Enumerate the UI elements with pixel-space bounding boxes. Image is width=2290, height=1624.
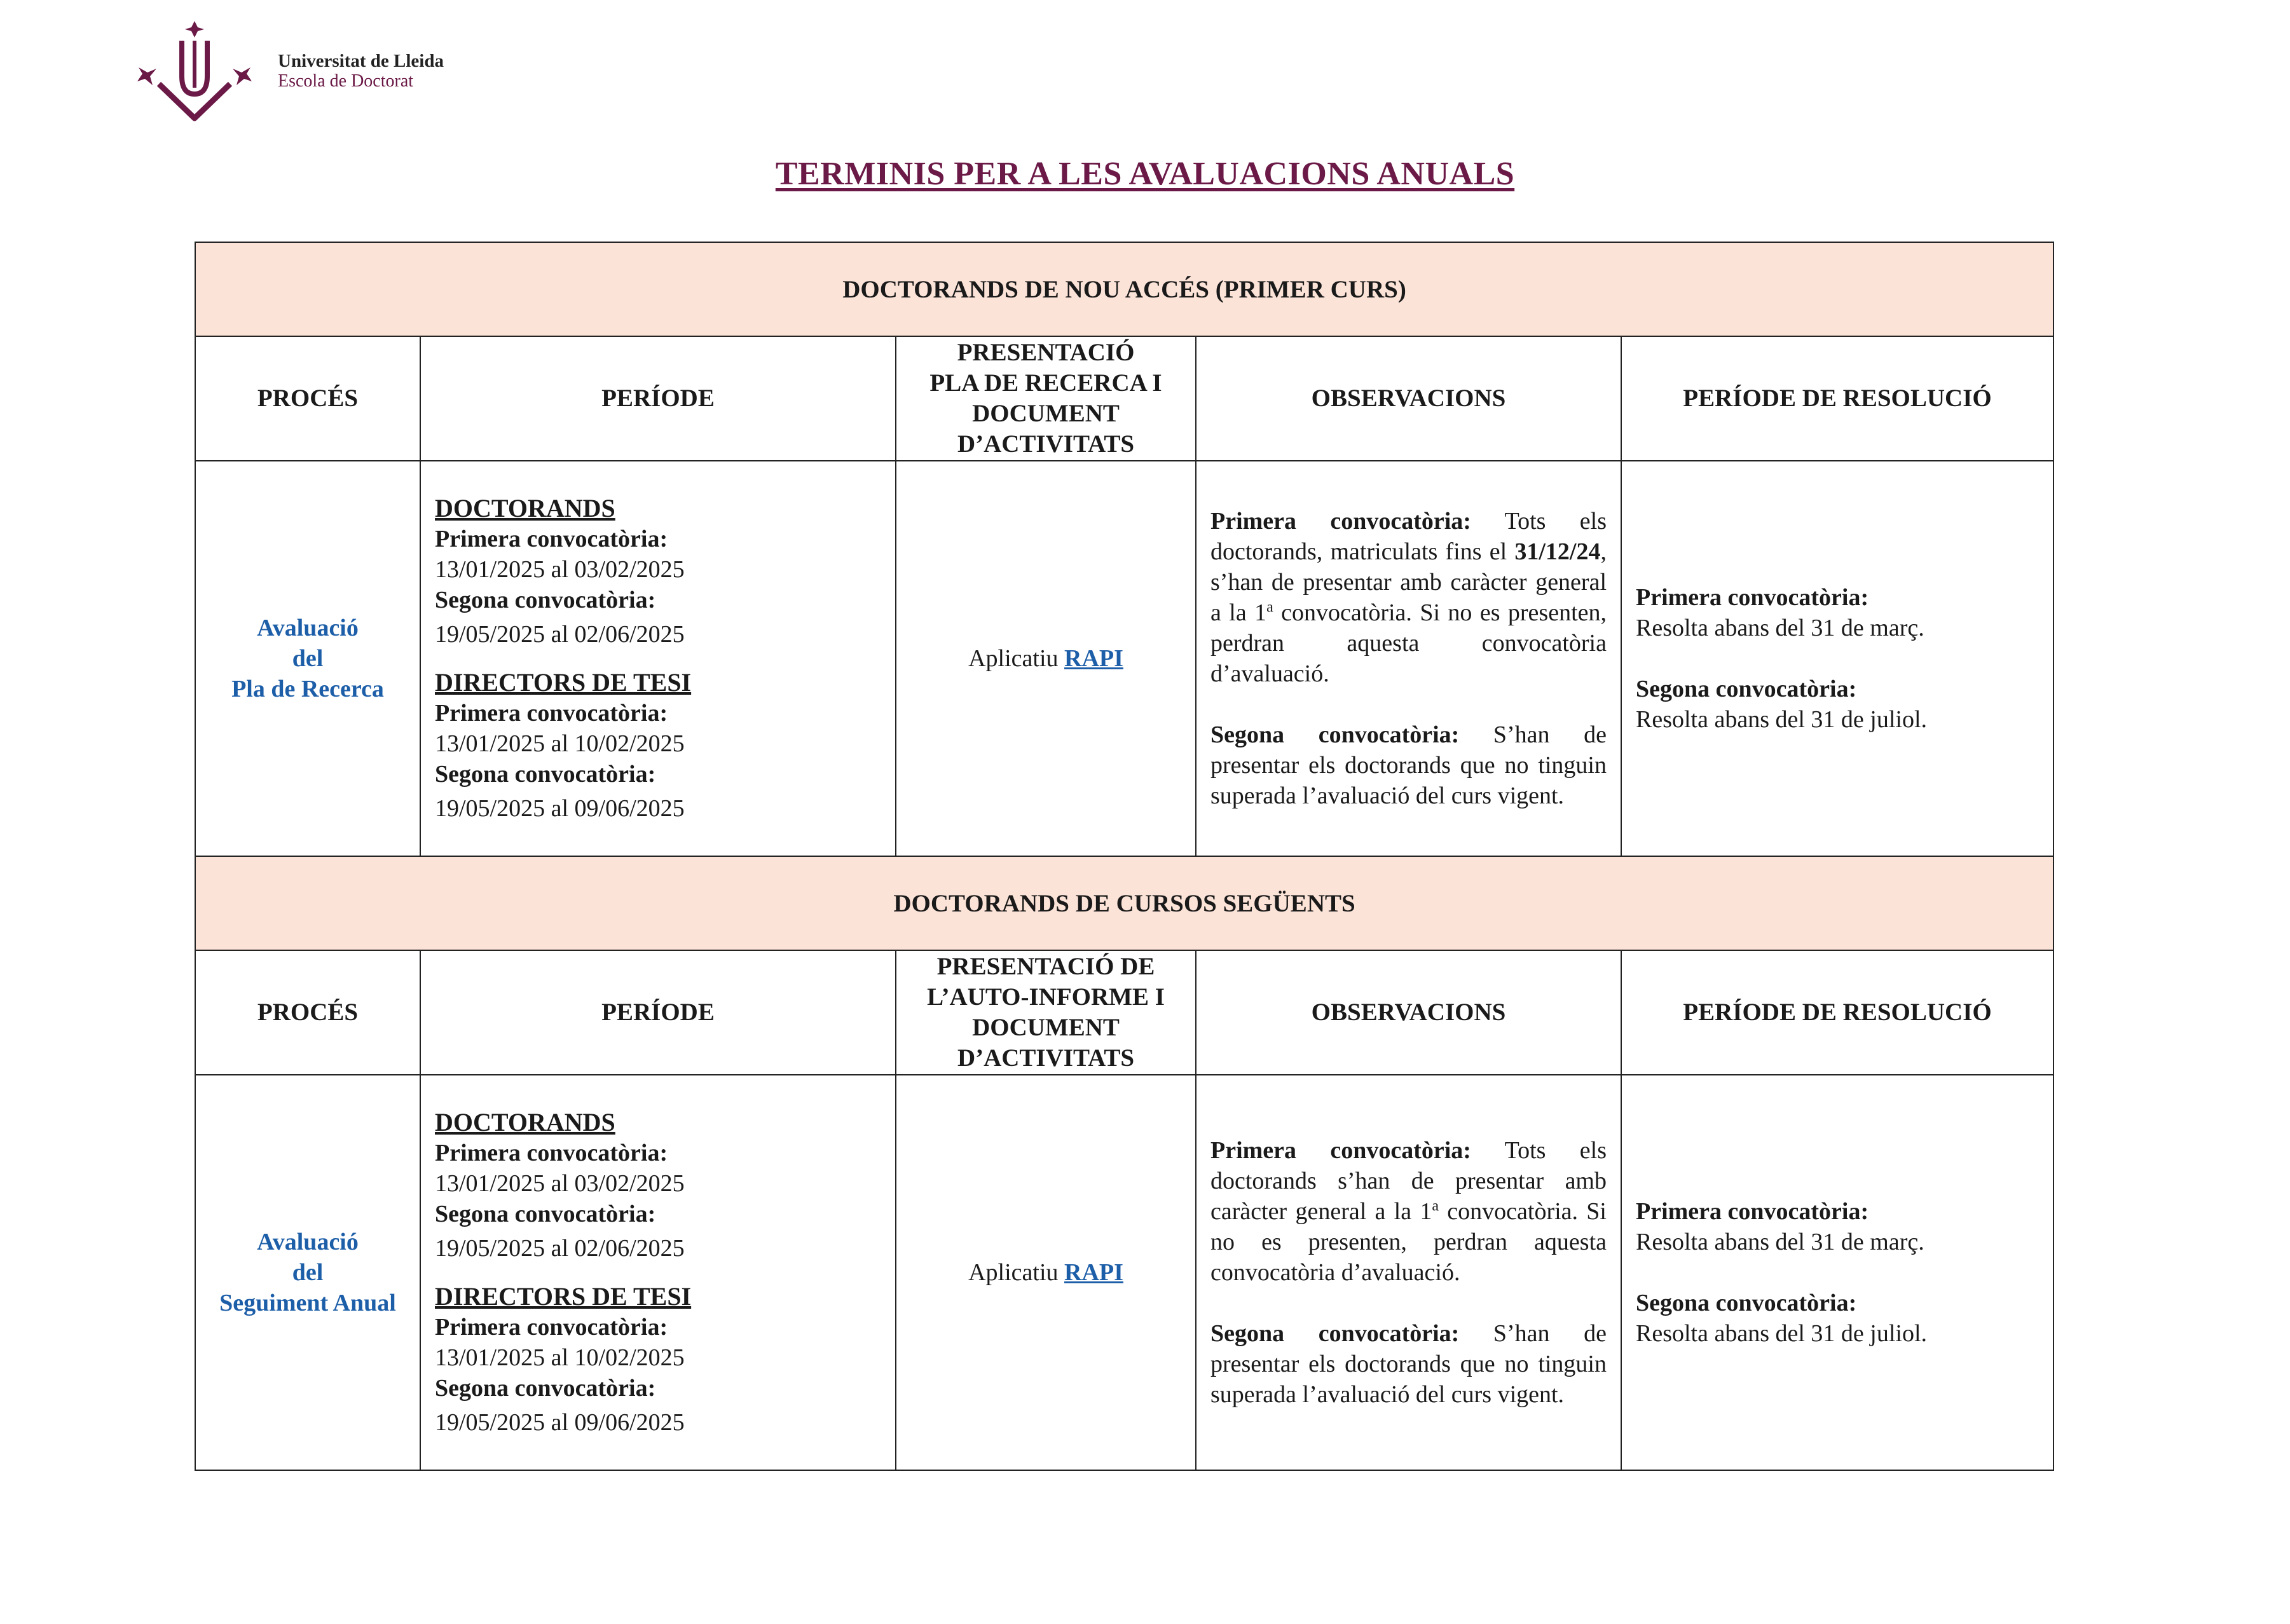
proces-cell — [195, 461, 420, 856]
presentacio-text: Aplicatiu — [968, 645, 1064, 672]
header-periode: PERÍODE — [420, 950, 896, 1075]
header-periode: PERÍODE — [420, 336, 896, 461]
first-call-label: Primera convocatòria: — [435, 700, 668, 727]
header-resolucio: PERÍODE DE RESOLUCIÓ — [1621, 336, 2053, 461]
observation-second-label: Segona convocatòria: — [1210, 721, 1460, 748]
resolution-label: Primera convocatòria: — [1636, 584, 1869, 611]
second-call-dates: 19/05/2025 al 09/06/2025 — [435, 1409, 685, 1436]
header-presentacio-line: DOCUMENT — [972, 400, 1120, 427]
first-call-dates: 13/01/2025 al 03/02/2025 — [435, 1170, 685, 1197]
periode-group — [435, 667, 895, 824]
resolution-text: Resolta abans del 31 de març. — [1636, 615, 1924, 641]
periode-group-heading: DOCTORANDS — [435, 494, 615, 522]
presentacio-cell — [896, 461, 1196, 856]
observation-first-text-b: , s’han de presentar amb caràcter general a la 1 — [1210, 538, 1607, 626]
header-row — [195, 950, 2053, 1075]
observation-first — [1210, 1135, 1607, 1288]
periode-group — [435, 493, 895, 650]
periode-group-heading: DIRECTORS DE TESI — [435, 668, 692, 697]
rapi-link[interactable]: RAPI — [1064, 1259, 1123, 1286]
first-call-dates: 13/01/2025 al 10/02/2025 — [435, 1344, 685, 1371]
rapi-link[interactable]: RAPI — [1064, 645, 1123, 672]
header-observacions: OBSERVACIONS — [1196, 336, 1621, 461]
resolution-label: Primera convocatòria: — [1636, 1198, 1869, 1225]
first-call-label: Primera convocatòria: — [435, 1314, 668, 1341]
observation-first-sup: a — [1266, 599, 1273, 616]
proces-line: Seguiment Anual — [219, 1290, 396, 1316]
observation-second-text: S’han de presentar els doctorands que no tinguin superada l’avaluació del curs vigent. — [1210, 721, 1607, 809]
header-proces: PROCÉS — [195, 336, 420, 461]
resolution-block — [1636, 1196, 2039, 1257]
header-presentacio-line: D’ACTIVITATS — [957, 1044, 1135, 1072]
observation-second — [1210, 720, 1607, 811]
periode-group — [435, 1281, 895, 1438]
observation-first-label: Primera convocatòria: — [1210, 508, 1471, 535]
first-call-dates: 13/01/2025 al 10/02/2025 — [435, 730, 685, 757]
resolution-label: Segona convocatòria: — [1636, 1290, 1857, 1316]
proces-line: Pla de Recerca — [231, 676, 384, 702]
data-row — [195, 461, 2053, 856]
second-call-label: Segona convocatòria: — [435, 587, 656, 613]
observation-second-text: S’han de presentar els doctorands que no tinguin superada l’avaluació del curs vigent. — [1210, 1320, 1607, 1408]
second-call-label: Segona convocatòria: — [435, 1375, 656, 1402]
first-call-label: Primera convocatòria: — [435, 526, 668, 552]
resolution-block — [1636, 1288, 2039, 1349]
observation-first-sup: a — [1432, 1198, 1439, 1215]
observation-first-text-a: Tots els doctorands s’han de presentar amb caràcter general a la 1 — [1210, 1137, 1607, 1225]
proces-line: Avaluació — [257, 615, 359, 641]
page-title: TERMINIS PER A LES AVALUACIONS ANUALS — [775, 156, 1515, 192]
header-presentacio-line: L’AUTO-INFORME I — [927, 983, 1165, 1011]
header-presentacio — [896, 336, 1196, 461]
header-observacions: OBSERVACIONS — [1196, 950, 1621, 1075]
section-band-row — [195, 856, 2053, 950]
proces-line: del — [292, 1259, 324, 1286]
resolution-text: Resolta abans del 31 de juliol. — [1636, 706, 1928, 733]
header-presentacio-line: PRESENTACIÓ — [957, 339, 1135, 366]
observacions-cell — [1196, 461, 1621, 856]
brand-block — [278, 51, 444, 92]
header-resolucio: PERÍODE DE RESOLUCIÓ — [1621, 950, 2053, 1075]
observation-first-text-c: convocatòria. Si no es presenten, perdran aquesta convocatòria d’avaluació. — [1210, 1198, 1607, 1286]
observation-first — [1210, 506, 1607, 689]
section-band: DOCTORANDS DE NOU ACCÉS (PRIMER CURS) — [195, 242, 2053, 336]
section-band-row — [195, 242, 2053, 336]
deadlines-table — [195, 242, 2054, 1471]
periode-cell — [420, 461, 896, 856]
observation-first-date: 31/12/24 — [1514, 538, 1601, 565]
observation-second-label: Segona convocatòria: — [1210, 1320, 1460, 1347]
resolution-block — [1636, 582, 2039, 643]
resolution-block — [1636, 674, 2039, 735]
proces-line: del — [292, 645, 324, 672]
second-call-dates: 19/05/2025 al 09/06/2025 — [435, 795, 685, 822]
first-call-dates: 13/01/2025 al 03/02/2025 — [435, 556, 685, 583]
presentacio-text: Aplicatiu — [968, 1259, 1064, 1286]
school-name: Escola de Doctorat — [278, 71, 414, 92]
observation-second — [1210, 1318, 1607, 1410]
resolution-label: Segona convocatòria: — [1636, 676, 1857, 702]
periode-group-heading: DIRECTORS DE TESI — [435, 1282, 692, 1311]
resolucio-cell — [1621, 1075, 2053, 1470]
second-call-dates: 19/05/2025 al 02/06/2025 — [435, 1235, 685, 1262]
data-row — [195, 1075, 2053, 1470]
header-proces: PROCÉS — [195, 950, 420, 1075]
header-presentacio-line: PRESENTACIÓ DE — [936, 953, 1155, 980]
observation-first-text-c: convocatòria. Si no es presenten, perdran aquesta convocatòria d’avaluació. — [1210, 599, 1607, 687]
observation-first-text-a: Tots els doctorands, matriculats fins el — [1210, 508, 1607, 565]
second-call-label: Segona convocatòria: — [435, 761, 656, 788]
second-call-label: Segona convocatòria: — [435, 1201, 656, 1227]
proces-line: Avaluació — [257, 1229, 359, 1255]
section-band: DOCTORANDS DE CURSOS SEGÜENTS — [195, 856, 2053, 950]
periode-group-heading: DOCTORANDS — [435, 1108, 615, 1136]
resolucio-cell — [1621, 461, 2053, 856]
presentacio-cell — [896, 1075, 1196, 1470]
header-presentacio-line: PLA DE RECERCA I — [929, 369, 1162, 397]
header-presentacio-line: D’ACTIVITATS — [957, 430, 1135, 458]
second-call-dates: 19/05/2025 al 02/06/2025 — [435, 621, 685, 648]
periode-cell — [420, 1075, 896, 1470]
observation-first-label: Primera convocatòria: — [1210, 1137, 1471, 1164]
resolution-text: Resolta abans del 31 de març. — [1636, 1229, 1924, 1255]
header-presentacio — [896, 950, 1196, 1075]
first-call-label: Primera convocatòria: — [435, 1140, 668, 1166]
proces-cell — [195, 1075, 420, 1470]
university-name: Universitat de Lleida — [278, 51, 444, 71]
observacions-cell — [1196, 1075, 1621, 1470]
periode-group — [435, 1107, 895, 1264]
header-presentacio-line: DOCUMENT — [972, 1014, 1120, 1041]
resolution-text: Resolta abans del 31 de juliol. — [1636, 1320, 1928, 1347]
header-row — [195, 336, 2053, 461]
